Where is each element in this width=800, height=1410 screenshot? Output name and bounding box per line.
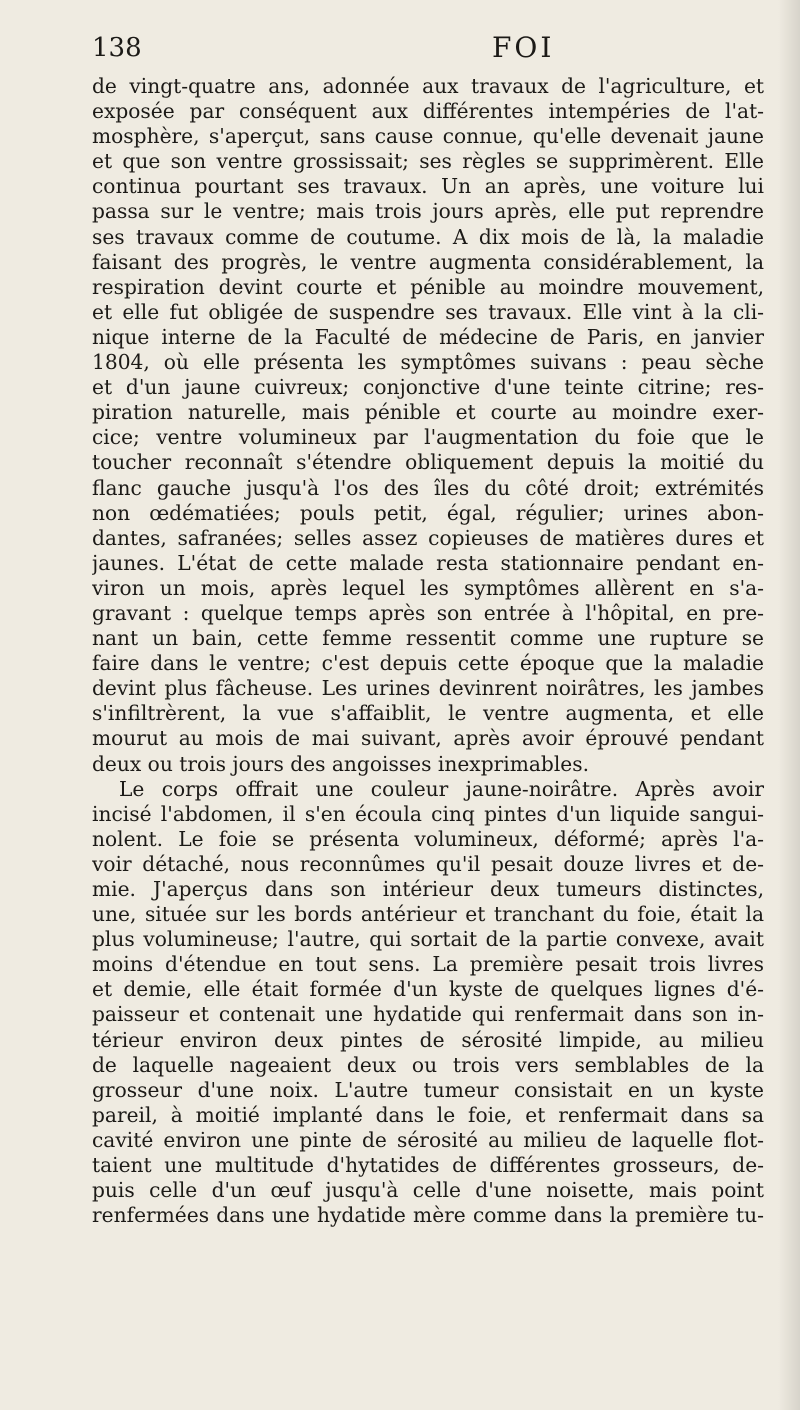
text-line: exposée par conséquent aux différentes intempéries de l'at- — [92, 99, 764, 124]
text-line: une, située sur les bords antérieur et tranchant du foie, était la — [92, 902, 764, 927]
text-line: s'infiltrèrent, la vue s'affaiblit, le ventre augmenta, et elle — [92, 701, 764, 726]
text-line: nant un bain, cette femme ressentit comme une rupture se — [92, 626, 764, 651]
text-line: mosphère, s'aperçut, sans cause connue, qu'elle devenait jaune — [92, 124, 764, 149]
text-line: de vingt-quatre ans, adonnée aux travaux de l'agriculture, et — [92, 74, 764, 98]
text-line: respiration devint courte et pénible au moindre mouvement, — [92, 274, 764, 299]
text-line: flanc gauche jusqu'à l'os des îles du côté droit; extrémités — [92, 475, 764, 500]
text-line: cavité environ une pinte de sérosité au milieu de laquelle flot- — [92, 1127, 764, 1152]
text-line: grosseur d'une noix. L'autre tumeur consistait en un kyste — [92, 1077, 764, 1102]
text-line: toucher reconnaît s'étendre obliquement depuis la moitié du — [92, 450, 764, 475]
text-line: et d'un jaune cuivreux; conjonctive d'une teinte citrine; res- — [92, 375, 764, 400]
text-line: mie. J'aperçus dans son intérieur deux tumeurs distinctes, — [92, 877, 764, 901]
text-line: jaunes. L'état de cette malade resta stationnaire pendant en- — [92, 550, 764, 575]
text-line: et que son ventre grossissait; ses règles se supprimèrent. Elle — [92, 149, 764, 174]
text-line: gravant : quelque temps après son entrée à l'hôpital, en pre- — [92, 600, 764, 625]
text-line: viron un mois, après lequel les symptômes allèrent en s'a- — [92, 575, 764, 600]
text-line: et demie, elle était formée d'un kyste de quelques lignes d'é- — [92, 977, 764, 1002]
text-line: piration naturelle, mais pénible et courte au moindre exer- — [92, 400, 764, 425]
body-text — [92, 74, 764, 1228]
page-header — [92, 30, 764, 66]
text-line: incisé l'abdomen, il s'en écoula cinq pintes d'un liquide sangui- — [92, 801, 764, 826]
text-line: renfermées dans une hydatide mère comme dans la première tu- — [92, 1203, 764, 1228]
text-line: puis celle d'un œuf jusqu'à celle d'une noisette, mais point — [92, 1178, 764, 1203]
text-line: moins d'étendue en tout sens. La première pesait trois livres — [92, 952, 764, 977]
text-line: térieur environ deux pintes de sérosité limpide, au milieu — [92, 1027, 764, 1052]
text-line: ses travaux comme de coutume. A dix mois de là, la maladie — [92, 224, 764, 249]
text-line: nolent. Le foie se présenta volumineux, déformé; après l'a- — [92, 826, 764, 851]
text-line: pareil, à moitié implanté dans le foie, et renfermait dans sa — [92, 1102, 764, 1127]
page-gutter-shadow — [778, 0, 800, 1410]
text-line: voir détaché, nous reconnûmes qu'il pesait douze livres et de- — [92, 851, 764, 876]
text-line: continua pourtant ses travaux. Un an après, une voiture lui — [92, 174, 764, 199]
text-line: et elle fut obligée de suspendre ses travaux. Elle vint à la cli- — [92, 299, 764, 324]
text-line: nique interne de la Faculté de médecine de Paris, en janvier — [92, 324, 764, 349]
paragraph-first-line: Le corps offrait une couleur jaune-noirâtre. Après avoir — [119, 776, 764, 801]
text-line: de laquelle nageaient deux ou trois vers semblables de la — [92, 1052, 764, 1077]
text-line: passa sur le ventre; mais trois jours après, elle put reprendre — [92, 199, 764, 224]
text-line: non œdématiées; pouls petit, égal, régulier; urines abon- — [92, 500, 764, 525]
text-line: faisant des progrès, le ventre augmenta considérablement, la — [92, 249, 764, 274]
text-line: paisseur et contenait une hydatide qui renfermait dans son in- — [92, 1002, 764, 1027]
text-line: cice; ventre volumineux par l'augmentation du foie que le — [92, 425, 764, 450]
running-head: FOI — [492, 31, 555, 64]
text-line: plus volumineuse; l'autre, qui sortait de la partie convexe, avait — [92, 927, 764, 952]
text-line: 1804, où elle présenta les symptômes suivans : peau sèche — [92, 350, 764, 375]
text-line: mourut au mois de mai suivant, après avoir éprouvé pendant — [92, 726, 764, 751]
page-number: 138 — [92, 33, 142, 63]
paragraph-last-line: deux ou trois jours des angoisses inexprimables. — [92, 751, 589, 776]
text-line: faire dans le ventre; c'est depuis cette époque que la maladie — [92, 651, 764, 676]
text-line: taient une multitude d'hytatides de différentes grosseurs, de- — [92, 1153, 764, 1178]
text-line: devint plus fâcheuse. Les urines devinrent noirâtres, les jambes — [92, 676, 764, 701]
text-line: dantes, safranées; selles assez copieuses de matières dures et — [92, 525, 764, 550]
